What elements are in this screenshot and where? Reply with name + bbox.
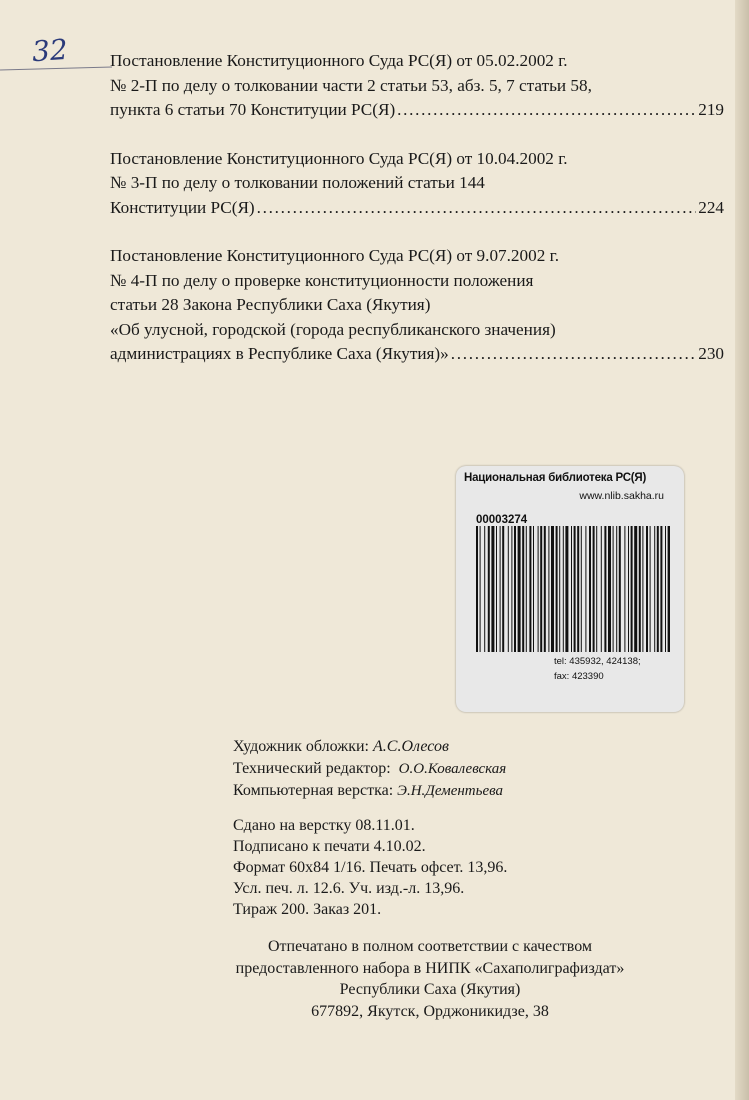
toc-page-number: 230 (698, 344, 724, 363)
printer-line: Отпечатано в полном соответствии с качеством (267, 938, 593, 955)
credit-name: Э.Н.Дементьева (397, 783, 504, 799)
print-info-line: Тираж 200. Заказ 201. (233, 901, 382, 918)
dot-leader (257, 196, 697, 221)
print-info-line: Сдано на верстку 08.11.01. (233, 817, 415, 834)
print-info-line: Усл. печ. л. 12.6. Уч. изд.-л. 13,96. (233, 880, 465, 897)
library-tel: tel: 435932, 424138; (554, 656, 641, 667)
credit-name: О.О.Ковалевская (398, 760, 507, 777)
toc-entry (110, 49, 724, 123)
pencil-line (0, 67, 112, 71)
barcode-number: 00003274 (476, 514, 528, 526)
printer-info (200, 936, 660, 1022)
dot-leader (451, 342, 696, 367)
toc-entry-line: Конституции РС(Я) (110, 197, 255, 217)
library-name: Национальная библиотека РС(Я) (464, 472, 647, 484)
toc-entry-line: пункта 6 статьи 70 Конституции РС(Я) (110, 100, 396, 119)
print-info-line: Подписано к печати 4.10.02. (233, 838, 426, 855)
printer-line: предоставленного набора в НИПК «Сахаполиграфиздат» (235, 959, 625, 977)
library-url: www.nlib.sakha.ru (579, 490, 664, 502)
toc-entry-line: Постановление Конституционного Суда РС(Я) от 9.07.2002 г. (110, 246, 560, 265)
credit-tech-editor (233, 758, 506, 781)
toc-entry-line: «Об улусной, городской (города республиканского значения) (110, 319, 556, 339)
print-info-line: Формат 60x84 1/16. Печать офсет. 13,96. (233, 859, 508, 876)
credit-cover-artist (233, 736, 506, 758)
toc-entry-last-line (110, 98, 724, 123)
credit-layout (233, 780, 506, 803)
toc-page-number: 224 (698, 197, 724, 217)
credit-label: Технический редактор: (233, 759, 391, 777)
printer-line: 677892, Якутск, Орджоникидзе, 38 (311, 1002, 549, 1020)
credit-label: Компьютерная верстка: (233, 782, 394, 799)
table-of-contents (110, 49, 724, 391)
toc-entry-line: № 4-П по делу о проверке конституционности положения (110, 270, 534, 290)
toc-entry-line: № 2-П по делу о толковании части 2 статьи 53, абз. 5, 7 статьи 58, (110, 75, 592, 95)
barcode-icon (474, 526, 670, 652)
printer-line: Республики Саха (Якутия) (339, 981, 521, 998)
toc-entry-line: № 3-П по делу о толковании положений статьи 144 (110, 173, 485, 192)
credit-name: А.С.Олесов (373, 738, 449, 755)
toc-entry (110, 147, 724, 221)
library-barcode-sticker (456, 466, 684, 712)
handwritten-page-mark: 32 (30, 32, 69, 69)
toc-entry-last-line (110, 196, 724, 221)
toc-page-number: 219 (698, 100, 724, 119)
toc-entry-line: Постановление Конституционного Суда РС(Я) от 05.02.2002 г. (110, 51, 568, 70)
toc-entry-last-line (110, 342, 724, 367)
toc-entry-line: Постановление Конституционного Суда РС(Я) от 10.04.2002 г. (110, 148, 568, 168)
page-edge (735, 0, 749, 1100)
print-info (233, 815, 507, 920)
library-fax: fax: 423390 (554, 671, 604, 682)
credit-label: Художник обложки: (233, 738, 369, 755)
dot-leader (397, 98, 696, 123)
toc-entry-line: статьи 28 Закона Республики Саха (Якутия) (110, 295, 431, 314)
credits (233, 736, 506, 803)
toc-entry (110, 244, 724, 367)
toc-entry-line: администрациях в Республике Саха (Якутия)» (110, 344, 449, 363)
